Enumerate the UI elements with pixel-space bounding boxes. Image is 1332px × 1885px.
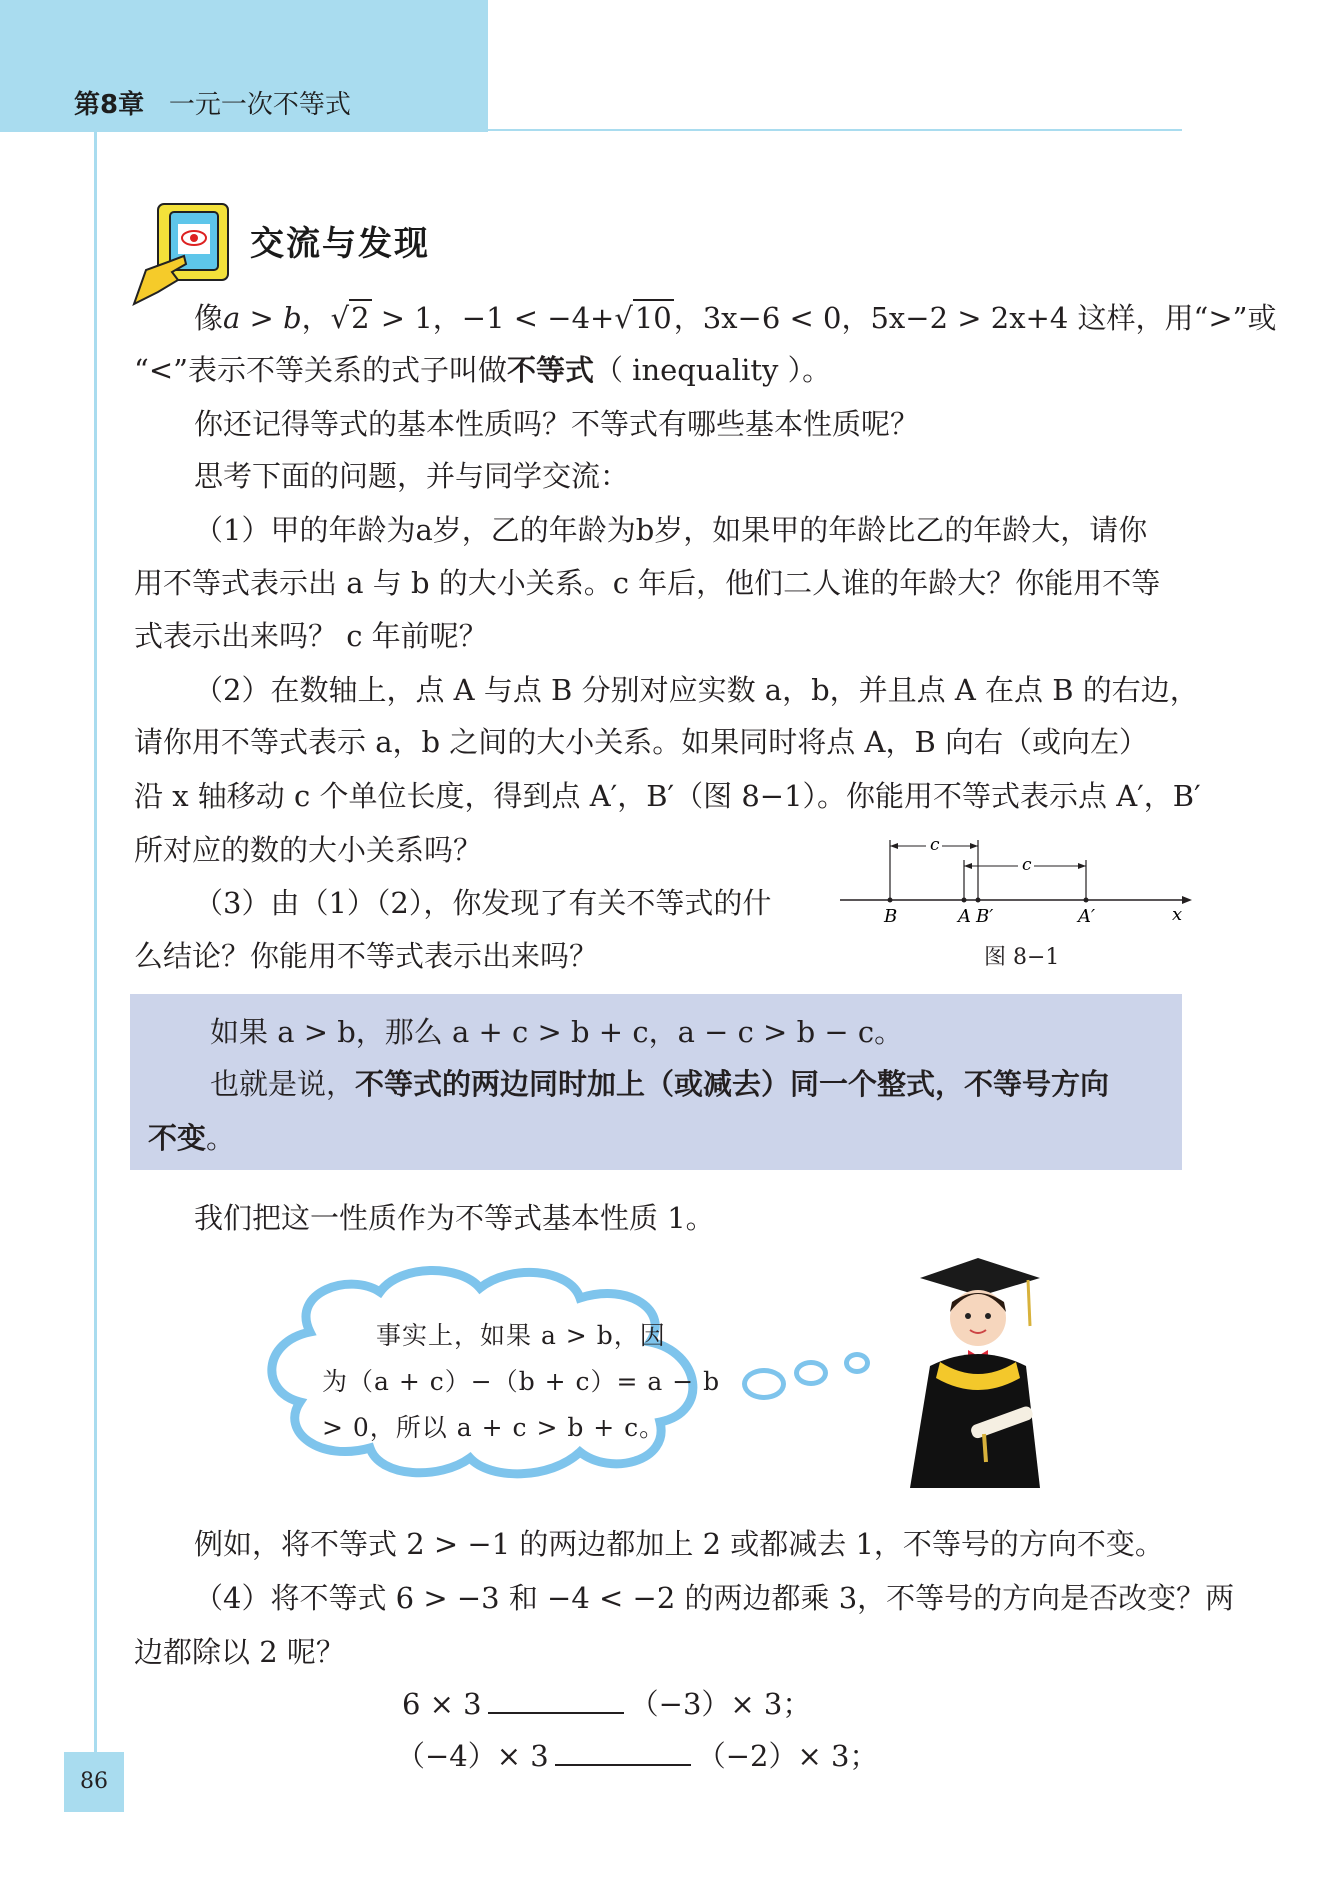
q1-line-3: 式表示出来吗？ c 年前呢？ xyxy=(134,619,488,653)
q4-line-2: 边都除以 2 呢？ xyxy=(134,1635,345,1669)
page-number: 86 xyxy=(64,1752,124,1812)
term-inequality: 不等式 xyxy=(506,353,594,387)
sqrt-symbol: √10 xyxy=(614,301,672,335)
figure-label-c2: c xyxy=(1022,855,1032,875)
figure-label-a: A xyxy=(958,906,971,926)
number-line-figure xyxy=(838,830,1192,926)
q2-line-2: 请你用不等式表示 a，b 之间的大小关系。如果同时将点 A，B 向右（或向左） xyxy=(134,725,1148,759)
q3-line-1: （3）由（1）（2），你发现了有关不等式的什 xyxy=(194,886,772,920)
property-name-line: 我们把这一性质作为不等式基本性质 1。 xyxy=(194,1201,715,1235)
thought-bubble xyxy=(844,1352,870,1374)
answer-blank[interactable] xyxy=(555,1763,691,1766)
cloud-line-3: > 0，所以 a + c > b + c。 xyxy=(322,1413,666,1442)
figure-label-c1: c xyxy=(930,835,940,855)
sqrt-symbol: √2 xyxy=(330,301,370,335)
property-line-1: 如果 a > b，那么 a + c > b + c，a − c > b − c。 xyxy=(210,1015,904,1049)
property-line-2: 也就是说，不等式的两边同时加上（或减去）同一个整式，不等号方向 xyxy=(210,1067,1110,1101)
eye-book-pointing-hand-icon xyxy=(128,200,238,312)
q2-line-1: （2）在数轴上，点 A 与点 B 分别对应实数 a，b，并且点 A 在点 B 的右边， xyxy=(194,673,1199,707)
answer-blank[interactable] xyxy=(488,1711,624,1714)
q4-line-1: （4）将不等式 6 > −3 和 −4 < −2 的两边都乘 3，不等号的方向是否改变？两 xyxy=(194,1581,1235,1615)
question-line: 你还记得等式的基本性质吗？不等式有哪些基本性质呢？ xyxy=(194,407,920,441)
figure-label-b: B xyxy=(884,906,898,926)
thought-bubble xyxy=(794,1360,828,1386)
q1-line-1: （1）甲的年龄为a岁，乙的年龄为b岁，如果甲的年龄比乙的年龄大，请你 xyxy=(194,513,1148,547)
exercise-row: （−4）× 3 （−2）× 3； xyxy=(396,1739,879,1773)
figure-label-x: x xyxy=(1172,904,1183,925)
graduate-girl-illustration xyxy=(900,1256,1050,1488)
margin-rule xyxy=(94,132,97,1752)
q1-line-2: 用不等式表示出 a 与 b 的大小关系。c 年后，他们二人谁的年龄大？你能用不等 xyxy=(134,566,1161,600)
figure-label-b-prime: B′ xyxy=(976,906,994,926)
example-line: 例如，将不等式 2 > −1 的两边都加上 2 或都减去 1，不等号的方向不变。 xyxy=(194,1527,1164,1561)
q3-line-2: 么结论？你能用不等式表示出来吗？ xyxy=(134,939,599,973)
header-rule xyxy=(488,129,1182,131)
section-title: 交流与发现 xyxy=(250,224,430,264)
cloud-line-1: 事实上，如果 a > b，因 xyxy=(376,1321,666,1350)
think-line: 思考下面的问题，并与同学交流： xyxy=(194,459,630,493)
cloud-line-2: 为（a + c）−（b + c）= a − b xyxy=(322,1367,721,1396)
figure-label-a-prime: A′ xyxy=(1078,906,1096,926)
q2-line-3: 沿 x 轴移动 c 个单位长度，得到点 A′，B′（图 8−1）。你能用不等式表示点 A′，B′ xyxy=(134,779,1201,813)
thought-bubble xyxy=(742,1368,786,1400)
intro-line-1: 像a > b，√2 > 1，−1 < −4+√10，3x−6 < 0，5x−2 > 2x+4 这样，用“>”或 xyxy=(194,298,1276,338)
chapter-number: 第8章 xyxy=(74,90,145,120)
chapter-heading xyxy=(74,84,351,121)
exercise-row: 6 × 3 （−3）× 3； xyxy=(402,1687,812,1721)
chapter-title: 一元一次不等式 xyxy=(168,90,351,120)
q2-line-4: 所对应的数的大小关系吗？ xyxy=(134,833,483,867)
intro-line-2: “<”表示不等关系的式子叫做不等式（ inequality ）。 xyxy=(134,353,832,387)
figure-caption: 图 8−1 xyxy=(984,945,1060,970)
property-line-3: 不变。 xyxy=(148,1121,236,1155)
